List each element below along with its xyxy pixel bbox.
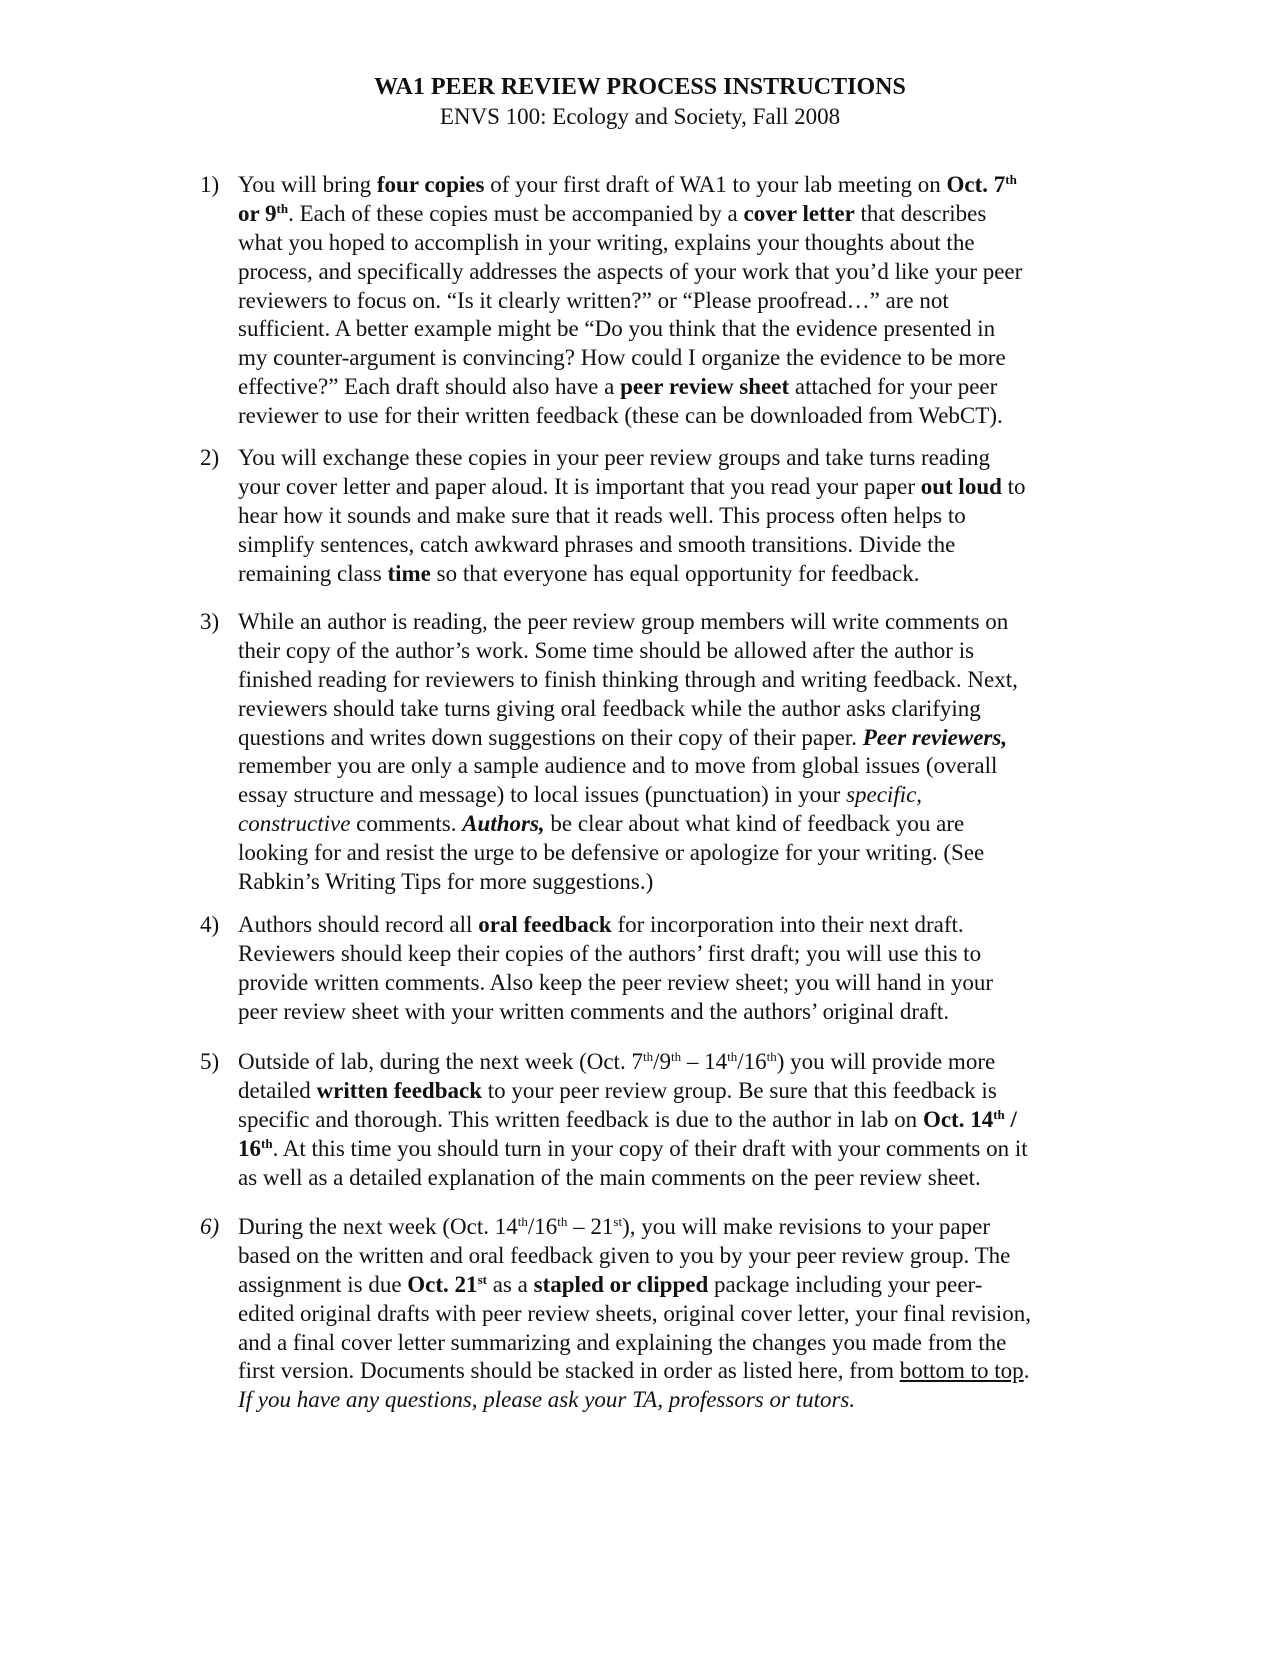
item-text: You will exchange these copies in your peer review groups and take turns reading your cover letter and paper aloud. It is important that you read your paper out loud to hear how it sounds and make sure that it reads well. This process often helps to simplify sentences, catch awkward phrases and smooth transitions. Divide the remaining class time so that everyone has equal opportunity for feedback. bbox=[238, 445, 1026, 586]
item-number: 1) bbox=[200, 172, 220, 197]
item-text: Authors should record all oral feedback for incorporation into their next draft. Reviewers should keep their copies of the authors’ first draft; you will use this to provide written comments. Also keep the peer review sheet; you will hand in your peer review sheet with your written comments and the authors’ original draft. bbox=[238, 912, 993, 1024]
item-text: While an author is reading, the peer review group members will write comments on their copy of the author’s work. Some time should be allowed after the author is finished reading for reviewers to finish thinking through and writing feedback. Next, reviewers should take turns giving oral feedback while the author asks clarifying questions and writes down suggestions on their copy of their paper. Peer reviewers, remember you are only a sample audience and to move from global issues (overall essay structure and message) to local issues (punctuation) in your specific, constructive comments. Authors, be clear about what kind of feedback you are looking for and resist the urge to be defensive or apologize for your writing. (See Rabkin’s Writing Tips for more suggestions.) bbox=[238, 609, 1018, 895]
item-text: You will bring four copies of your first draft of WA1 to your lab meeting on Oct. 7th or 9th. Each of these copies must be accompanied by a cover letter that describes what you hoped to accomplish in your writing, explains your thoughts about the process, and specifically addresses the aspects of your work that you’d like your peer reviewers to focus on. “Is it clearly written?” or “Please proofread…” are not sufficient. A better example might be “Do you think that the evidence presented in my counter-argument is convincing? How could I organize the evidence to be more effective?” Each draft should also have a peer review sheet attached for your peer reviewer to use for their written feedback (these can be downloaded from WebCT). bbox=[238, 172, 1023, 429]
page-title: WA1 PEER REVIEW PROCESS INSTRUCTIONS bbox=[374, 74, 906, 100]
item-number: 4) bbox=[200, 912, 220, 937]
course-subtitle: ENVS 100: Ecology and Society, Fall 2008 bbox=[439, 104, 841, 129]
item-number: 2) bbox=[200, 445, 220, 470]
item-text: During the next week (Oct. 14th/16th – 21st), you will make revisions to your paper based on the written and oral feedback given to you by your peer review group. The assignment is due Oct. 21st as a stapled or clipped package including your peer- edited original drafts with peer review sheets, original cover letter, your final revision, and a final cover letter summarizing and explaining the changes you made from the first version. Documents should be stacked in order as listed here, from bottom to top. If you have any questions, please ask your TA, professors or tutors. bbox=[238, 1214, 1031, 1413]
item-text: Outside of lab, during the next week (Oct. 7th/9th – 14th/16th) you will provide more detailed written feedback to your peer review group. Be sure that this feedback is specific and thorough. This written feedback is due to the author in lab on Oct. 14th / 16th. At this time you should turn in your copy of their draft with your comments on it as well as a detailed explanation of the main comments on the peer review sheet. bbox=[238, 1049, 1028, 1190]
item-number: 6) bbox=[200, 1214, 220, 1239]
item-number: 5) bbox=[200, 1049, 220, 1074]
item-number: 3) bbox=[200, 609, 220, 634]
